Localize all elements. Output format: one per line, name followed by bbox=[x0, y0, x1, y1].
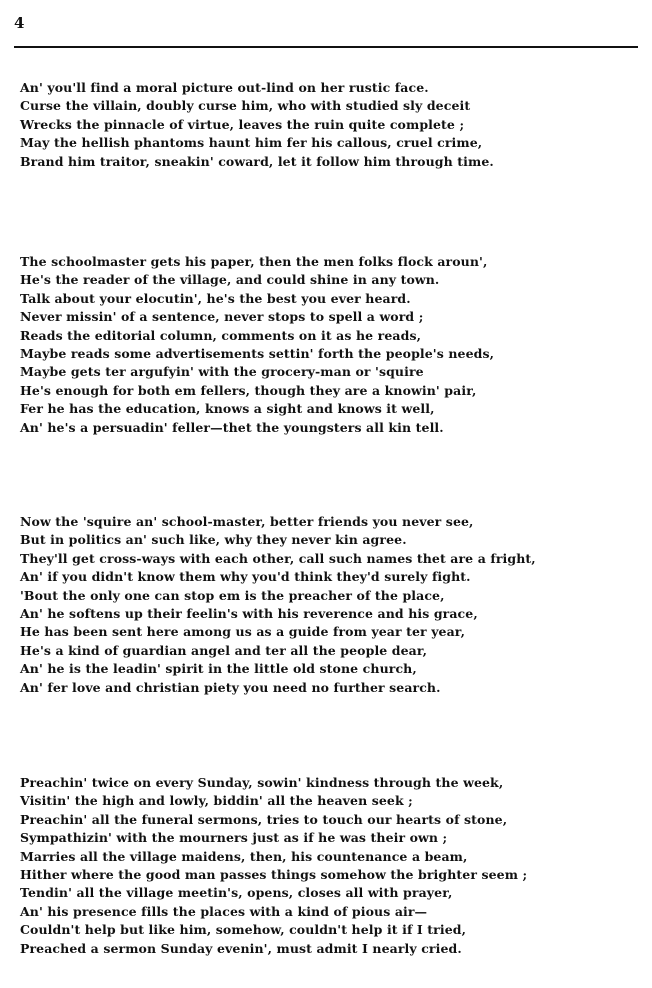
verse-line: Visitin' the high and lowly, biddin' all the heaven seek ; bbox=[20, 793, 413, 809]
verse-line: They'll get cross-ways with each other, call such names thet are a fright, bbox=[20, 550, 536, 566]
verse-line: An' he is the leadin' spirit in the little old stone church, bbox=[20, 661, 417, 677]
verse-line: May the hellish phantoms haunt him fer his callous, cruel crime, bbox=[20, 135, 483, 151]
verse-line: He's the reader of the village, and could shine in any town. bbox=[20, 272, 440, 288]
verse-line: 'Bout the only one can stop em is the preacher of the place, bbox=[20, 587, 445, 603]
verse-line: Brand him traitor, sneakin' coward, let it follow him through time. bbox=[20, 153, 494, 169]
verse-line: He has been sent here among us as a guide from year ter year, bbox=[20, 624, 466, 640]
verse-line: An' his presence fills the places with a kind of pious air— bbox=[20, 903, 428, 919]
verse-line: Wrecks the pinnacle of virtue, leaves the ruin quite complete ; bbox=[20, 116, 465, 132]
page-number: 4 bbox=[14, 14, 25, 32]
verse-line: He's enough for both em fellers, though they are a knowin' pair, bbox=[20, 382, 477, 398]
verse-line: Now the 'squire an' school-master, better friends you never see, bbox=[20, 514, 474, 529]
verse-line: Tendin' all the village meetin's, opens, closes all with prayer, bbox=[20, 885, 453, 901]
verse-line: Preachin' all the funeral sermons, tries to touch our hearts of stone, bbox=[20, 811, 508, 827]
verse-line: The schoolmaster gets his paper, then the men folks flock aroun', bbox=[20, 254, 488, 269]
verse-line: Hither where the good man passes things somehow the brighter seem ; bbox=[20, 866, 528, 882]
verse-line: An' fer love and christian piety you need no further search. bbox=[20, 679, 441, 695]
verse-line: An' you'll find a moral picture out-lind on her rustic face. bbox=[20, 80, 429, 95]
verse-line: Preached a sermon Sunday evenin', must admit I nearly cried. bbox=[20, 940, 462, 956]
stanza bbox=[20, 513, 648, 697]
verse-line: Preachin' twice on every Sunday, sowin' kindness through the week, bbox=[20, 775, 504, 790]
stanza bbox=[20, 253, 648, 437]
verse-line: Fer he has the education, knows a sight and knows it well, bbox=[20, 401, 435, 417]
verse-line: An' he softens up their feelin's with his reverence and his grace, bbox=[20, 605, 478, 621]
verse-line: An' if you didn't know them why you'd think they'd surely fight. bbox=[20, 569, 471, 585]
verse-line: Reads the editorial column, comments on it as he reads, bbox=[20, 327, 422, 343]
verse-line: Maybe reads some advertisements settin' forth the people's needs, bbox=[20, 345, 495, 361]
verse-line: Sympathizin' with the mourners just as if he was their own ; bbox=[20, 830, 448, 846]
verse-line: Maybe gets ter argufyin' with the grocery-man or 'squire bbox=[20, 364, 424, 380]
verse-line: Marries all the village maidens, then, his countenance a beam, bbox=[20, 848, 468, 864]
verse-line: Curse the villain, doubly curse him, who with studied sly deceit bbox=[20, 98, 471, 114]
verse-line: Couldn't help but like him, somehow, couldn't help it if I tried, bbox=[20, 922, 467, 938]
stanza bbox=[20, 79, 648, 171]
verse-line: Never missin' of a sentence, never stops to spell a word ; bbox=[20, 309, 424, 325]
verse-line: But in politics an' such like, why they never kin agree. bbox=[20, 532, 407, 548]
header-rule bbox=[14, 46, 638, 48]
verse-line: Talk about your elocutin', he's the best you ever heard. bbox=[20, 290, 411, 306]
stanza bbox=[20, 774, 648, 958]
verse-line: He's a kind of guardian angel and ter all the people dear, bbox=[20, 642, 428, 658]
verse-line: An' he's a persuadin' feller—thet the youngsters all kin tell. bbox=[20, 419, 444, 435]
